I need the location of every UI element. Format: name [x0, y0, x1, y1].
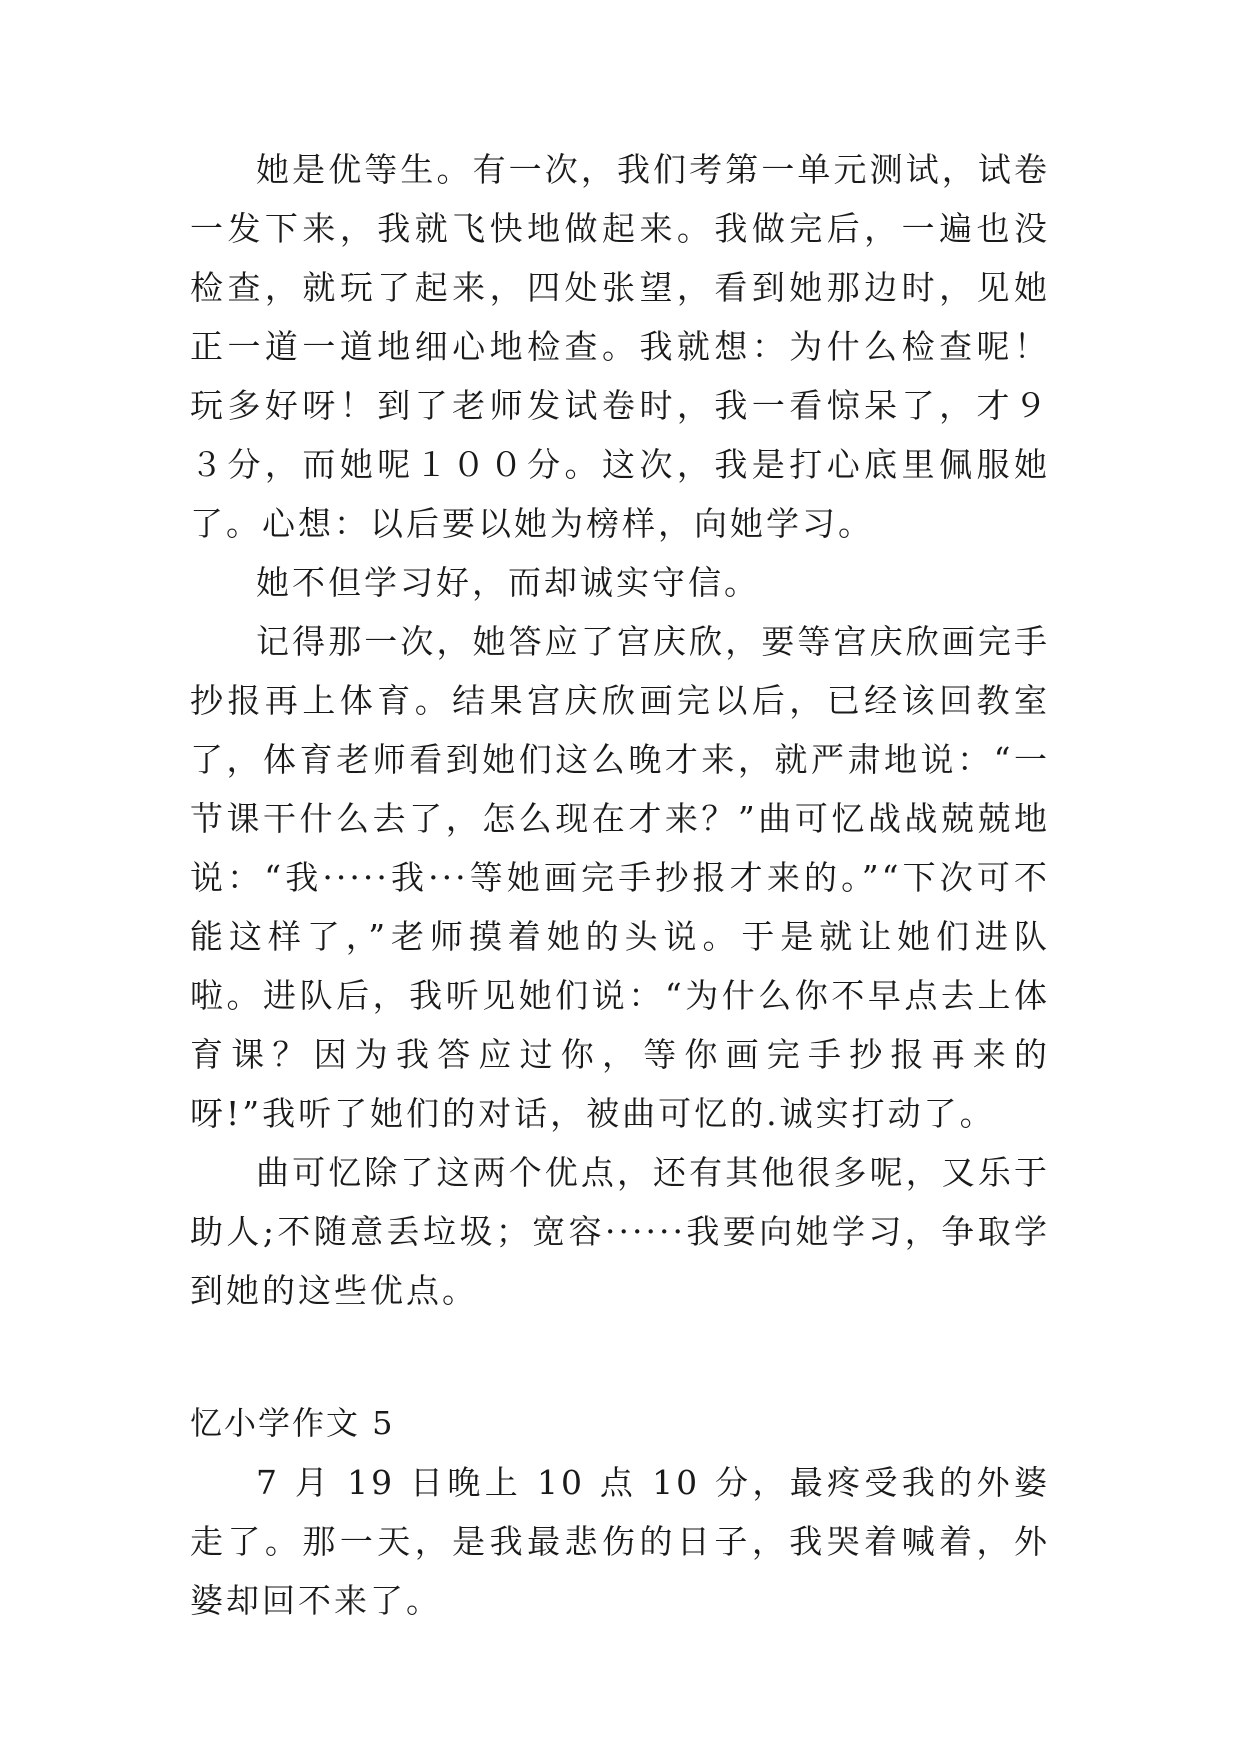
section-title: 忆小学作文 5: [190, 1404, 395, 1442]
paragraph-grandmother: 7 月 19 日晚上 10 点 10 分，最疼受我的外婆走了。那一天，是我最悲伤的日子，我哭着喊着，外婆却回不来了。: [190, 1463, 1050, 1620]
section-gap: [190, 1320, 1050, 1394]
paragraph-pe-class-story: 记得那一次，她答应了宫庆欣，要等宫庆欣画完手抄报再上体育。结果宫庆欣画完以后，已经该回教室了，体育老师看到她们这么晚才来，就严肃地说：“一节课干什么去了，怎么现在才来？”曲可忆战战兢兢地说：“我·····我···等她画完手抄报才来的。”“下次可不能这样了，”老师摸着她的头说。于是就让她们进队啦。进队后，我听见她们说：“为什么你不早点去上体育课？因为我答应过你，等你画完手抄报再来的呀!”我听了她们的对话，被曲可忆的.诚实打动了。: [190, 622, 1050, 1133]
paragraph-honesty-intro: 她不但学习好，而却诚实守信。: [256, 563, 760, 602]
essay-body: [190, 140, 1050, 1630]
paragraph-exam-story: 她是优等生。有一次，我们考第一单元测试，试卷一发下来，我就飞快地做起来。我做完后，一遍也没检查，就玩了起来，四处张望，看到她那边时，见她正一道一道地细心地检查。我就想：为什么检查呢！玩多好呀！到了老师发试卷时，我一看惊呆了，才９３分，而她呢１００分。这次，我是打心底里佩服她了。心想：以后要以她为榜样，向她学习。: [190, 150, 1050, 543]
paragraph-other-virtues: 曲可忆除了这两个优点，还有其他很多呢，又乐于助人;不随意丢垃圾；宽容······我要向她学习，争取学到她的这些优点。: [190, 1153, 1050, 1310]
